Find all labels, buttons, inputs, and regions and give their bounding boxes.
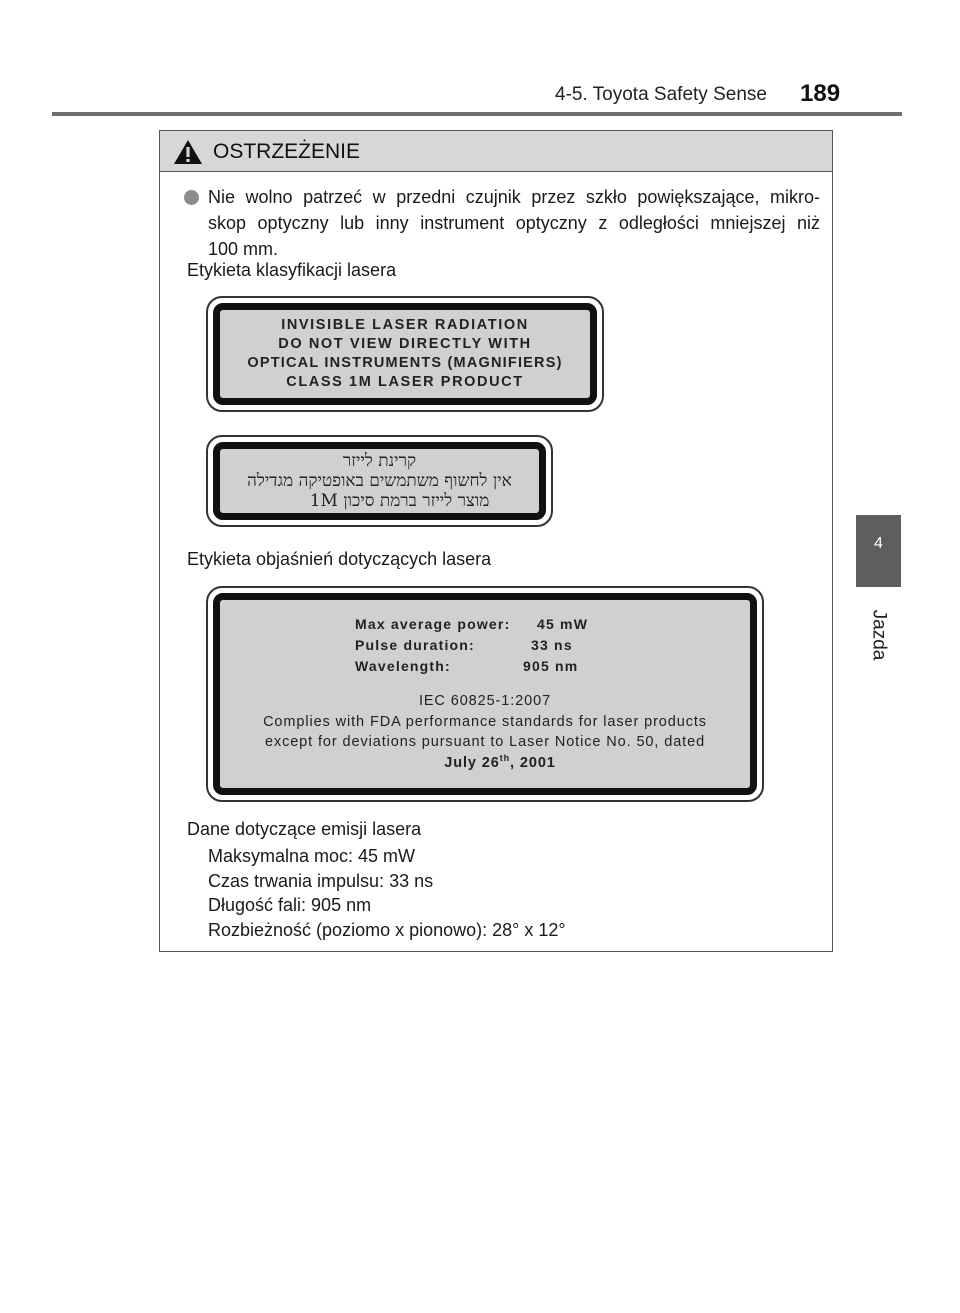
notice-date xyxy=(220,753,750,771)
page-number: 189 xyxy=(800,80,841,107)
spec-row-duration xyxy=(355,637,615,653)
notice-line: Complies with FDA performance standards for laser products xyxy=(263,714,707,730)
warning-header xyxy=(160,131,832,172)
bullet-line-3: 100 mm. xyxy=(208,239,279,259)
hebrew-label-line: מוצר לייזר ברמת סיכון 1M xyxy=(309,491,490,511)
bullet-line-1: Nie wolno patrzeć w przedni czujnik przez szkło powiększające, mikro- xyxy=(208,187,820,207)
laser-label-line: DO NOT VIEW DIRECTLY WITH xyxy=(278,336,532,352)
warning-box xyxy=(159,130,833,952)
bullet-dot xyxy=(184,190,199,205)
chapter-number: 4 xyxy=(874,535,883,552)
notice-line: IEC 60825-1:2007 xyxy=(418,693,552,709)
notice-date-main: July 26 xyxy=(444,754,500,771)
emission-item: Długość fali: 905 nm xyxy=(208,895,372,915)
laser-label-line: OPTICAL INSTRUMENTS (MAGNIFIERS) xyxy=(247,355,563,371)
warning-title: OSTRZEŻENIE xyxy=(213,140,361,163)
chapter-label-wrap xyxy=(840,605,916,665)
warning-triangle-icon xyxy=(173,139,203,165)
spec-label: Pulse duration: xyxy=(355,637,475,653)
laser-explanation-label xyxy=(206,586,764,802)
caption-classification: Etykieta klasyfikacji lasera xyxy=(187,260,397,280)
chapter-label: Jazda xyxy=(867,609,889,661)
laser-label-line: INVISIBLE LASER RADIATION xyxy=(281,317,529,333)
emission-item: Maksymalna moc: 45 mW xyxy=(208,846,416,866)
spec-row-power xyxy=(355,616,615,632)
laser-label-english-inner xyxy=(213,303,597,405)
spec-label: Max average power: xyxy=(355,616,511,632)
hebrew-label-line: קרינת לייזר xyxy=(342,451,417,471)
notice-date-sup: th xyxy=(499,753,511,763)
bullet-line-2: skop optyczny lub inny instrument optyczny z odległości mniejszej niż xyxy=(208,213,820,233)
notice-date-tail: , 2001 xyxy=(510,754,556,771)
emission-item: Czas trwania impulsu: 33 ns xyxy=(208,871,434,891)
hebrew-label-line: אין לחשוף משתמשים באופטיקה מגדילה xyxy=(247,471,512,491)
bullet-text xyxy=(208,184,820,262)
laser-label-line: CLASS 1M LASER PRODUCT xyxy=(286,374,524,390)
spec-value: 33 ns xyxy=(531,637,573,653)
emission-item: Rozbieżność (poziomo x pionowo): 28° x 12° xyxy=(208,920,566,940)
header-rule xyxy=(52,112,902,116)
spec-label: Wavelength: xyxy=(355,658,451,674)
chapter-tab xyxy=(856,515,901,587)
caption-emission: Dane dotyczące emisji lasera xyxy=(187,819,422,839)
spec-row-wavelength xyxy=(355,658,615,674)
caption-explanation: Etykieta objaśnień dotyczących lasera xyxy=(187,549,492,569)
laser-label-hebrew-inner xyxy=(213,442,546,520)
spec-value: 905 nm xyxy=(523,658,579,674)
warning-bullet xyxy=(184,184,820,262)
spec-value: 45 mW xyxy=(537,616,589,632)
header-section-title: 4-5. Toyota Safety Sense xyxy=(555,84,767,105)
laser-label-hebrew xyxy=(206,435,553,527)
notice-line: except for deviations pursuant to Laser Notice No. 50, dated xyxy=(264,734,706,750)
laser-explanation-label-inner xyxy=(213,593,757,795)
laser-label-english xyxy=(206,296,604,412)
